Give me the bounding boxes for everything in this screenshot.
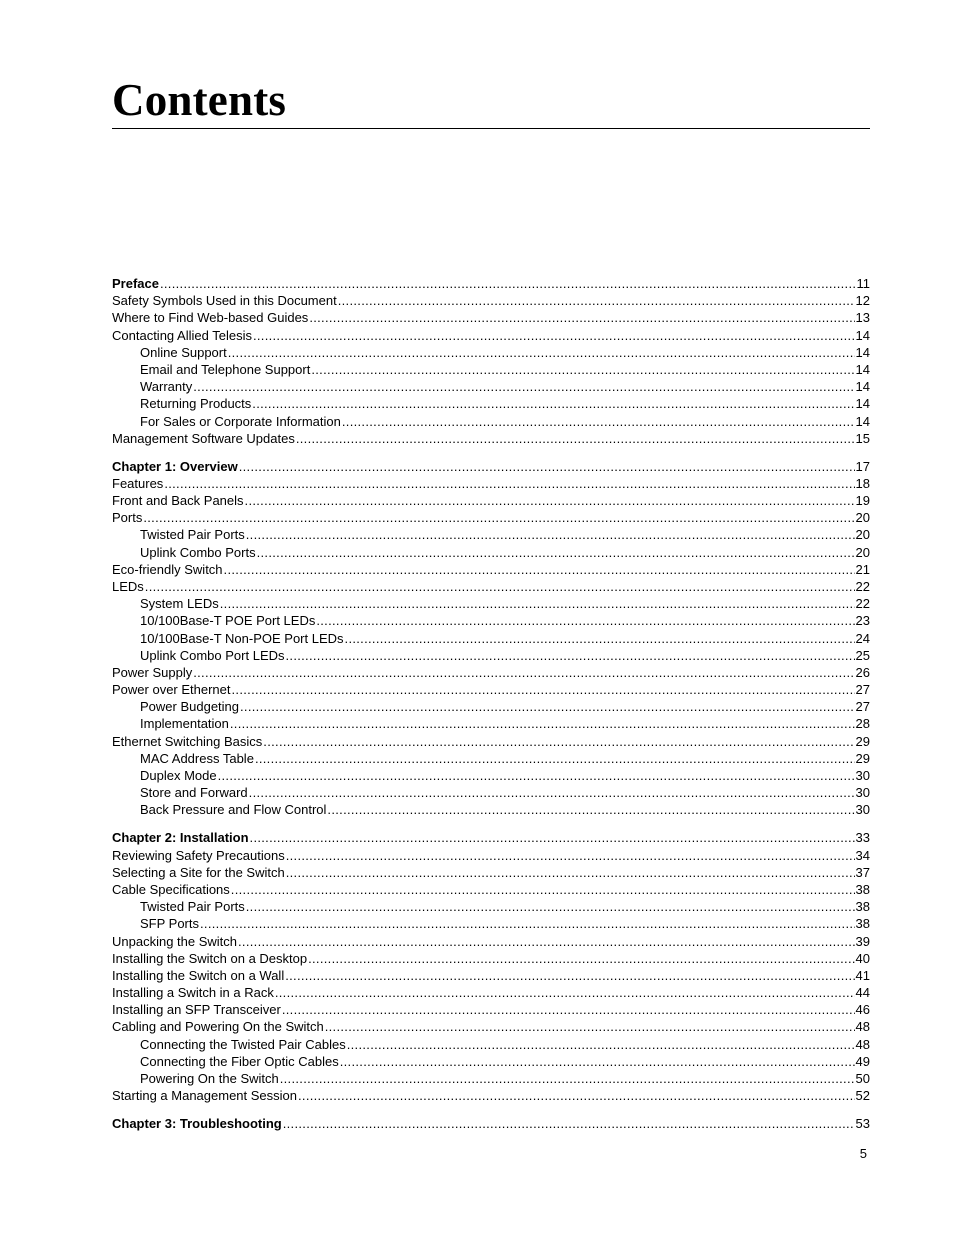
toc-dot-leader <box>325 1018 855 1035</box>
toc-dot-leader <box>308 950 854 967</box>
toc-dot-leader <box>218 767 855 784</box>
toc-dot-leader <box>338 292 855 309</box>
toc-entry[interactable] <box>112 578 870 595</box>
toc-entry-label: Power over Ethernet <box>112 682 231 698</box>
toc-entry[interactable] <box>112 881 870 898</box>
toc-entry-page-number: 34 <box>855 847 870 863</box>
toc-entry[interactable] <box>112 509 870 526</box>
toc-entry-page-number: 39 <box>855 933 870 949</box>
toc-dot-leader <box>245 492 855 509</box>
toc-entry-page-number: 17 <box>855 458 870 474</box>
title-rule <box>112 128 870 129</box>
toc-subentry[interactable] <box>112 361 870 378</box>
toc-entry-page-number: 11 <box>856 276 870 291</box>
toc-dot-leader <box>282 1001 855 1018</box>
toc-subentry[interactable] <box>112 750 870 767</box>
toc-entry-page-number: 14 <box>855 327 870 343</box>
toc-dot-leader <box>230 715 855 732</box>
toc-subentry[interactable] <box>112 647 870 664</box>
toc-entry-page-number: 48 <box>855 1036 870 1052</box>
toc-subentry[interactable] <box>112 378 870 395</box>
toc-chapter-heading[interactable] <box>112 829 870 846</box>
toc-entry[interactable] <box>112 733 870 750</box>
toc-entry-label: LEDs <box>112 578 144 594</box>
toc-entry[interactable] <box>112 984 870 1001</box>
toc-entry-page-number: 50 <box>855 1071 870 1087</box>
toc-entry-label: 10/100Base-T POE Port LEDs <box>140 613 316 629</box>
toc-entry-page-number: 29 <box>855 733 870 749</box>
toc-entry-page-number: 30 <box>855 802 870 818</box>
toc-entry-page-number: 29 <box>855 750 870 766</box>
toc-subentry[interactable] <box>112 898 870 915</box>
toc-dot-leader <box>193 664 854 681</box>
toc-entry-label: Eco-friendly Switch <box>112 561 223 577</box>
toc-entry-label: Connecting the Twisted Pair Cables <box>140 1036 346 1052</box>
toc-dot-leader <box>263 733 854 750</box>
toc-entry[interactable] <box>112 561 870 578</box>
toc-entry-label: Unpacking the Switch <box>112 933 238 949</box>
toc-dot-leader <box>249 784 855 801</box>
toc-entry-label: 10/100Base-T Non-POE Port LEDs <box>140 630 344 646</box>
toc-dot-leader <box>252 395 854 412</box>
toc-entry-label: Warranty <box>140 379 193 395</box>
toc-dot-leader <box>246 526 855 543</box>
page-title: Contents <box>112 75 287 125</box>
toc-entry[interactable] <box>112 950 870 967</box>
toc-dot-leader <box>220 595 855 612</box>
toc-entry-label: Chapter 2: Installation <box>112 830 249 846</box>
toc-dot-leader <box>327 801 854 818</box>
toc-dot-leader <box>145 578 855 595</box>
toc-entry-label: Starting a Management Session <box>112 1088 297 1104</box>
toc-entry[interactable] <box>112 1087 870 1104</box>
toc-entry-label: MAC Address Table <box>140 750 254 766</box>
toc-entry-label: Reviewing Safety Precautions <box>112 847 285 863</box>
toc-entry-label: Ports <box>112 510 143 526</box>
toc-entry-label: Chapter 1: Overview <box>112 458 238 474</box>
toc-entry-page-number: 40 <box>855 950 870 966</box>
toc-chapter-heading[interactable] <box>112 1115 870 1132</box>
toc-entry[interactable] <box>112 664 870 681</box>
toc-subentry[interactable] <box>112 595 870 612</box>
toc-entry-page-number: 53 <box>855 1116 870 1132</box>
toc-dot-leader <box>286 864 855 881</box>
toc-entry-page-number: 38 <box>855 881 870 897</box>
toc-entry-page-number: 18 <box>855 475 870 491</box>
toc-entry-page-number: 38 <box>855 916 870 932</box>
toc-entry-page-number: 48 <box>855 1019 870 1035</box>
toc-entry-page-number: 26 <box>855 664 870 680</box>
toc-dot-leader <box>253 327 855 344</box>
toc-subentry[interactable] <box>112 630 870 647</box>
toc-dot-leader <box>345 630 855 647</box>
toc-entry-page-number: 14 <box>855 344 870 360</box>
page-number: 5 <box>859 1146 867 1161</box>
toc-entry[interactable] <box>112 1001 870 1018</box>
toc-entry-page-number: 46 <box>855 1002 870 1018</box>
toc-entry[interactable] <box>112 292 870 309</box>
toc-entry-label: Selecting a Site for the Switch <box>112 864 285 880</box>
toc-entry-label: For Sales or Corporate Information <box>140 413 341 429</box>
toc-subentry[interactable] <box>112 698 870 715</box>
toc-dot-leader <box>238 933 855 950</box>
toc-entry-page-number: 49 <box>855 1053 870 1069</box>
table-of-contents <box>112 275 870 1132</box>
toc-dot-leader <box>239 458 855 475</box>
toc-dot-leader <box>164 475 854 492</box>
toc-dot-leader <box>224 561 855 578</box>
toc-entry-page-number: 37 <box>855 864 870 880</box>
toc-dot-leader <box>257 544 855 561</box>
toc-entry[interactable] <box>112 1018 870 1035</box>
toc-chapter-heading[interactable] <box>112 275 870 292</box>
toc-subentry[interactable] <box>112 767 870 784</box>
toc-entry-page-number: 41 <box>855 967 870 983</box>
toc-entry-page-number: 22 <box>855 596 870 612</box>
toc-entry-page-number: 25 <box>855 647 870 663</box>
toc-dot-leader <box>296 430 855 447</box>
toc-dot-leader <box>160 275 856 292</box>
toc-entry[interactable] <box>112 309 870 326</box>
toc-entry-page-number: 44 <box>855 985 870 1001</box>
toc-entry-page-number: 28 <box>855 716 870 732</box>
toc-entry-label: Installing the Switch on a Desktop <box>112 950 308 966</box>
toc-dot-leader <box>255 750 855 767</box>
toc-entry-label: Management Software Updates <box>112 430 295 446</box>
toc-entry-label: Installing an SFP Transceiver <box>112 1002 281 1018</box>
toc-entry-label: Contacting Allied Telesis <box>112 327 252 343</box>
toc-entry-label: Returning Products <box>140 396 252 412</box>
toc-dot-leader <box>316 612 854 629</box>
toc-entry-page-number: 14 <box>855 413 870 429</box>
toc-subentry[interactable] <box>112 715 870 732</box>
toc-dot-leader <box>285 967 854 984</box>
toc-dot-leader <box>340 1053 855 1070</box>
toc-entry-label: Twisted Pair Ports <box>140 899 245 915</box>
toc-entry-page-number: 30 <box>855 785 870 801</box>
toc-entry-label: Power Supply <box>112 664 193 680</box>
toc-entry-page-number: 33 <box>855 830 870 846</box>
toc-dot-leader <box>283 1115 855 1132</box>
toc-entry-page-number: 14 <box>855 396 870 412</box>
toc-entry-label: Implementation <box>140 716 229 732</box>
toc-subentry[interactable] <box>112 395 870 412</box>
toc-entry-label: Store and Forward <box>140 785 248 801</box>
toc-dot-leader <box>200 915 855 932</box>
toc-subentry[interactable] <box>112 344 870 361</box>
toc-entry-label: Twisted Pair Ports <box>140 527 245 543</box>
toc-entry-label: Preface <box>112 276 159 291</box>
toc-entry-page-number: 22 <box>855 578 870 594</box>
toc-entry-page-number: 24 <box>855 630 870 646</box>
toc-entry-page-number: 23 <box>855 613 870 629</box>
toc-dot-leader <box>311 361 854 378</box>
toc-dot-leader <box>286 847 855 864</box>
toc-subentry[interactable] <box>112 413 870 430</box>
toc-entry-label: Cabling and Powering On the Switch <box>112 1019 324 1035</box>
toc-dot-leader <box>143 509 854 526</box>
toc-entry-page-number: 27 <box>855 682 870 698</box>
toc-dot-leader <box>193 378 854 395</box>
toc-entry-label: Features <box>112 475 164 491</box>
toc-subentry[interactable] <box>112 801 870 818</box>
toc-entry[interactable] <box>112 475 870 492</box>
toc-entry-label: Duplex Mode <box>140 768 217 784</box>
toc-entry[interactable] <box>112 864 870 881</box>
toc-entry-page-number: 13 <box>855 310 870 326</box>
toc-entry-label: SFP Ports <box>140 916 200 932</box>
toc-entry-label: Powering On the Switch <box>140 1071 279 1087</box>
toc-entry-label: Ethernet Switching Basics <box>112 733 263 749</box>
toc-dot-leader <box>298 1087 855 1104</box>
toc-dot-leader <box>231 881 855 898</box>
toc-subentry[interactable] <box>112 915 870 932</box>
toc-subentry[interactable] <box>112 544 870 561</box>
toc-subentry[interactable] <box>112 1070 870 1087</box>
toc-entry-page-number: 20 <box>855 527 870 543</box>
toc-entry[interactable] <box>112 681 870 698</box>
toc-entry-page-number: 20 <box>855 510 870 526</box>
toc-entry-page-number: 19 <box>855 493 870 509</box>
toc-dot-leader <box>246 898 855 915</box>
toc-entry-label: Email and Telephone Support <box>140 361 311 377</box>
toc-entry-page-number: 30 <box>855 768 870 784</box>
toc-dot-leader <box>240 698 855 715</box>
toc-entry-label: Back Pressure and Flow Control <box>140 802 327 818</box>
toc-dot-leader <box>228 344 855 361</box>
toc-entry-label: Uplink Combo Port LEDs <box>140 647 285 663</box>
toc-entry-label: Installing the Switch on a Wall <box>112 967 285 983</box>
toc-entry-page-number: 27 <box>855 699 870 715</box>
toc-entry-label: System LEDs <box>140 596 219 612</box>
toc-entry-label: Front and Back Panels <box>112 493 244 509</box>
toc-entry-label: Chapter 3: Troubleshooting <box>112 1116 282 1132</box>
toc-chapter-heading[interactable] <box>112 458 870 475</box>
toc-entry-page-number: 14 <box>855 361 870 377</box>
toc-entry-label: Cable Specifications <box>112 881 230 897</box>
toc-entry-label: Online Support <box>140 344 227 360</box>
toc-entry-page-number: 15 <box>855 430 870 446</box>
toc-dot-leader <box>342 413 855 430</box>
toc-entry-label: Connecting the Fiber Optic Cables <box>140 1053 339 1069</box>
toc-entry[interactable] <box>112 430 870 447</box>
toc-entry[interactable] <box>112 327 870 344</box>
toc-entry-page-number: 38 <box>855 899 870 915</box>
toc-dot-leader <box>309 309 854 326</box>
toc-dot-leader <box>286 647 855 664</box>
toc-entry-label: Safety Symbols Used in this Document <box>112 293 337 309</box>
toc-subentry[interactable] <box>112 784 870 801</box>
toc-dot-leader <box>250 829 855 846</box>
toc-subentry[interactable] <box>112 526 870 543</box>
toc-entry-label: Uplink Combo Ports <box>140 544 256 560</box>
toc-dot-leader <box>347 1036 855 1053</box>
toc-entry[interactable] <box>112 933 870 950</box>
toc-entry-label: Where to Find Web-based Guides <box>112 310 309 326</box>
toc-entry-page-number: 21 <box>855 561 870 577</box>
toc-entry-page-number: 12 <box>855 293 870 309</box>
toc-subentry[interactable] <box>112 1036 870 1053</box>
toc-dot-leader <box>232 681 855 698</box>
toc-dot-leader <box>275 984 855 1001</box>
toc-entry-label: Installing a Switch in a Rack <box>112 985 274 1001</box>
toc-entry-page-number: 14 <box>855 379 870 395</box>
toc-entry[interactable] <box>112 967 870 984</box>
toc-dot-leader <box>280 1070 855 1087</box>
toc-entry[interactable] <box>112 492 870 509</box>
toc-entry[interactable] <box>112 847 870 864</box>
toc-entry-page-number: 52 <box>855 1088 870 1104</box>
toc-subentry[interactable] <box>112 1053 870 1070</box>
toc-entry-label: Power Budgeting <box>140 699 240 715</box>
toc-entry-page-number: 20 <box>855 544 870 560</box>
toc-subentry[interactable] <box>112 612 870 629</box>
